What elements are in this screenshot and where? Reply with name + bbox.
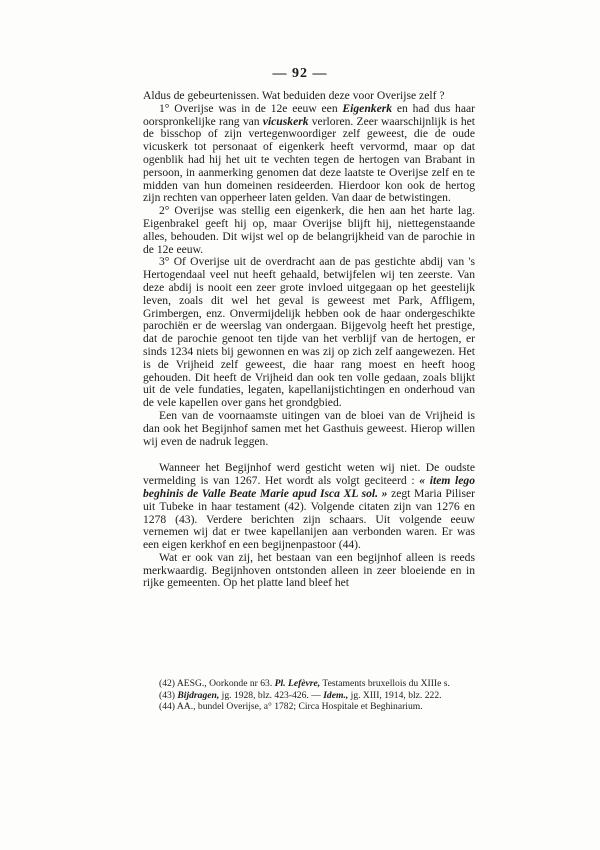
text-run: en had dus haar oorspronkelijke rang van	[143, 101, 475, 128]
text-run: jg. XIII, 1914, blz. 222.	[348, 689, 442, 701]
text-run: jg. 1928, blz. 423-426. —	[219, 689, 324, 701]
paragraph: Aldus de gebeurtenissen. Wat beduiden deze voor Overijse zelf ?	[143, 89, 445, 102]
paragraph: Een van de voornaamste uitingen van de bloei van de Vrijheid is dan ook het Begijnhof samen met het Gasthuis geweest. Hierop willen wij even de nadruk leggen.	[143, 408, 475, 448]
paragraph: Wat er ook van zij, het bestaan van een begijnhof alleen is reeds merkwaardig. Begijnhoven ontstonden alleen in zeer bloeiende en in rijke gemeenten. Op het platte land bleef het	[143, 550, 475, 590]
footnote-43	[143, 691, 475, 702]
page-number: — 92 —	[272, 66, 328, 81]
text-run: (42) AESG., Oorkonde nr 63.	[159, 678, 275, 689]
footnote-44: (44) AA., bundel Overijse, a° 1782; Circa Hospitale et Beghinarium.	[159, 701, 423, 713]
footnotes	[143, 679, 475, 714]
emphasis-term: Eigenkerk	[342, 101, 393, 115]
emphasis-term: Bijdragen,	[177, 689, 220, 701]
text-run: zegt Maria Piliser uit Tubeke in haar testament (42). Volgende citaten zijn van 1276 en 1278 (43). Verdere berichten zijn schaars. Uit volgende eeuw vernemen wij dat er twee kapellanijen aan verbonden waren. Er was een eigen kerkhof en een begijnenpastoor (44).	[143, 486, 475, 552]
section-gap	[143, 448, 475, 462]
paragraph	[143, 103, 475, 205]
emphasis-term: Idem.,	[323, 689, 349, 701]
emphasis-term: vicuskerk	[262, 114, 309, 128]
text-run: Wanneer het Begijnhof werd gesticht weten wij niet. De oudste vermelding is van 1267. Het wordt als volgt geciteerd :	[143, 461, 475, 488]
text-run: verloren. Zeer waarschijnlijk is het de bisschop of zijn vertegenwoordiger zelf geweest, die de oude vicuskerk tot personaat of eigenkerk heeft vervormd, maar op dat ogenblik had hij het uit te vechten tegen de hertogen van Brabant in persoon, in aanmerking genomen dat deze laatste te Overijse zelf en te midden van hun domeinen resideerden. Hierdoor kon ook de hertog zijn rechten van opperheer laten gelden. Van daar de betwistingen.	[143, 114, 475, 205]
footnote-42	[143, 679, 475, 690]
paragraph: 2° Overijse was stellig een eigenkerk, die hen aan het harte lag. Eigenbrakel geeft hij op, maar Overijse blijft hij, niettegenstaande alles, behouden. Dit wijst wel op de belangrijkheid van de parochie in de 12e eeuw.	[143, 204, 475, 256]
paragraph: 3° Of Overijse uit de overdracht aan de pas gestichte abdij van 's Hertogendaal veel nut heeft gehaald, betwijfelen wij ten zeerste. Van deze abdij is nooit een zeer grote invloed uitgegaan op het geestelijk leven, zoals dit wel het geval is geweest met Park, Affligem, Grimbergen, enz. Onvermijdelijk hebben ook de haar ondergeschikte parochiën er de weerslag van ondergaan. Bijgevolg heeft het prestige, dat de parochie genoot ten tijde van het verblijf van de hertogen, er sinds 1234 niets bij gewonnen en was zij op zich zelf aangewezen. Het is de Vrijheid zelf geweest, die haar rang moest en heeft hoog gehouden. Dit heeft de Vrijheid dan ook ten volle gedaan, zoals blijkt uit de vele fundaties, legaten, kapellanijstichtingen en onderhoud van de vele kapellen over gans het grondgbied.	[143, 255, 475, 410]
paragraph	[143, 462, 475, 552]
emphasis-term: Pl. Lefèvre,	[274, 678, 321, 689]
text-run: Testaments bruxellois du XIIIe s.	[320, 678, 450, 689]
latin-quote: « item lego beghinis de Valle Beate Marie apud Isca XL sol. »	[143, 474, 475, 500]
body-text	[143, 90, 475, 590]
text-run: 1° Overijse was in de 12e eeuw een	[159, 101, 343, 115]
text-run: (43)	[159, 689, 178, 701]
